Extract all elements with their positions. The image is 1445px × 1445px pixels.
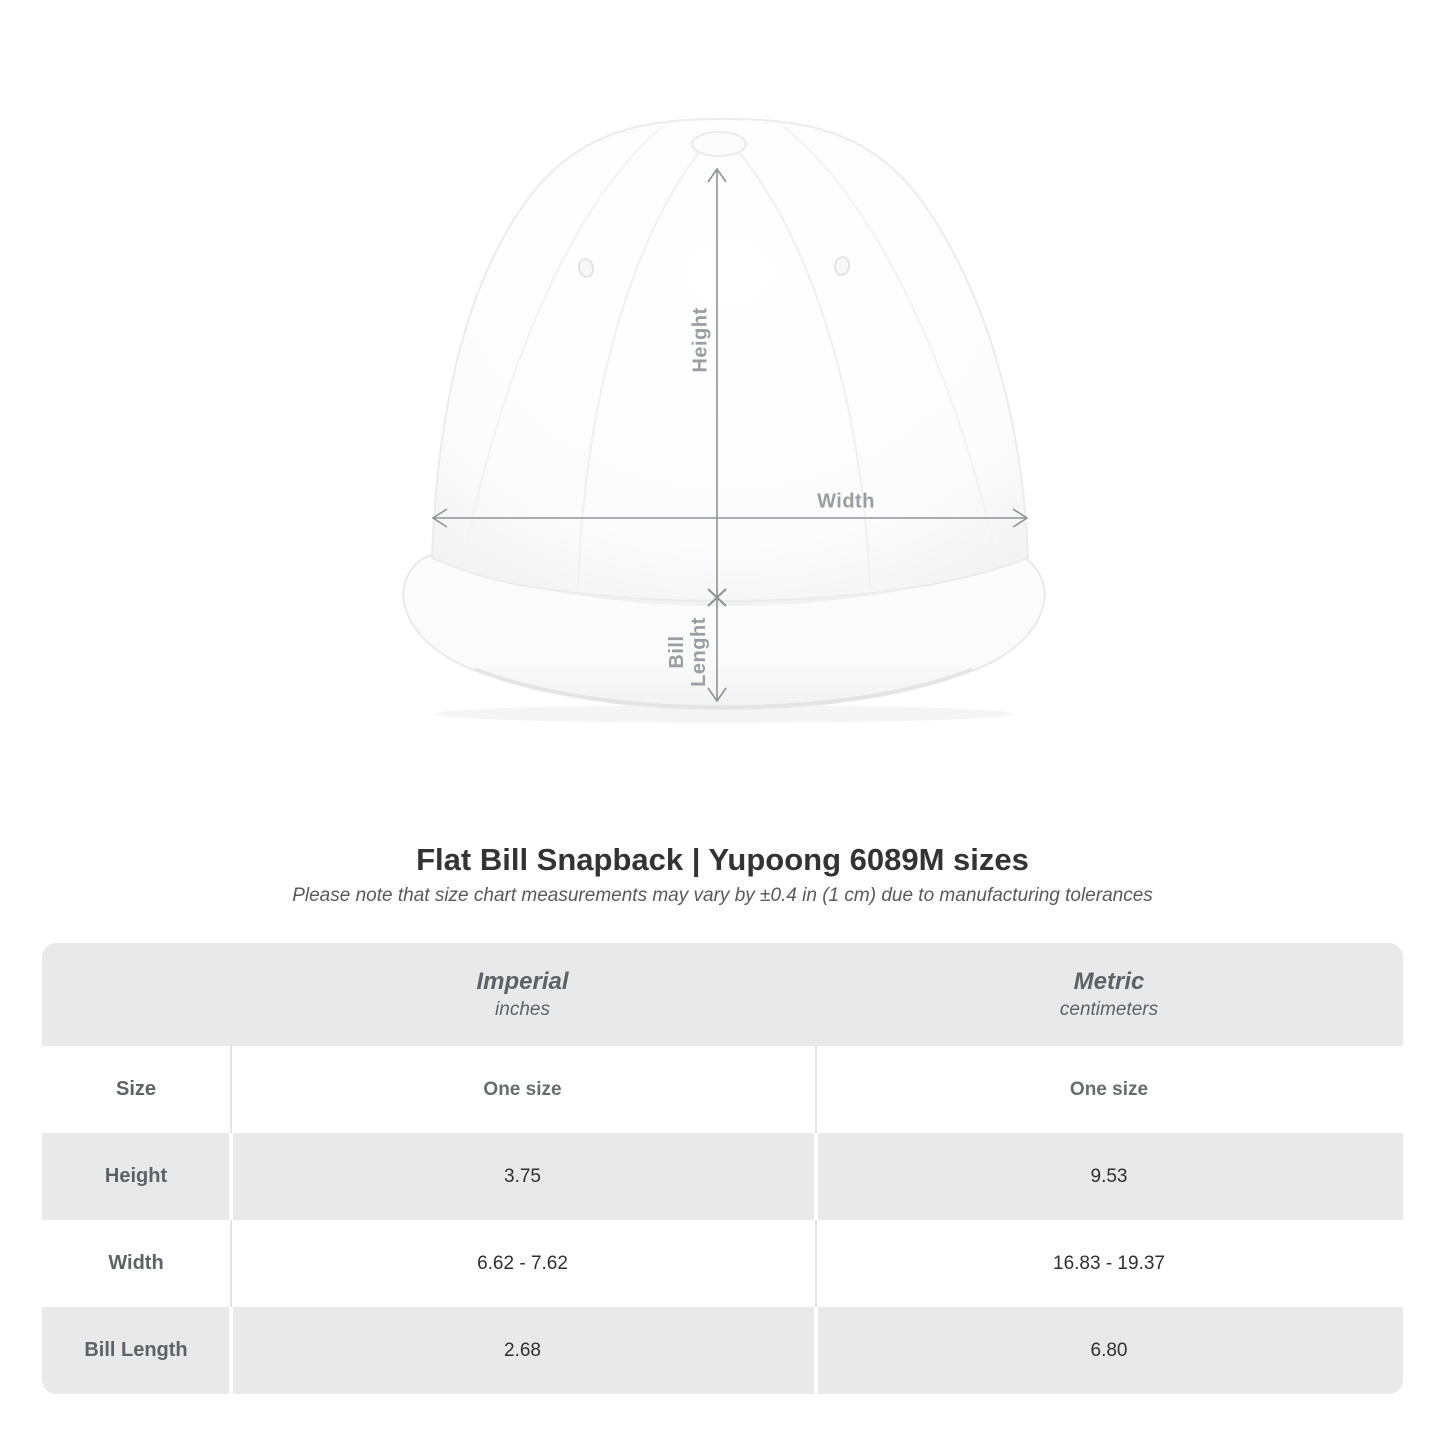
bill-length-dimension-label: [666, 617, 710, 687]
size-imperial-value: One size: [483, 1078, 562, 1100]
height-imperial-value: 3.75: [504, 1165, 541, 1187]
row-label-width: Width: [108, 1252, 164, 1274]
width-imperial-value: 6.62 - 7.62: [477, 1252, 568, 1274]
height-dimension-label: Height: [689, 307, 712, 373]
page-title: Flat Bill Snapback | Yupoong 6089M sizes: [416, 842, 1029, 877]
column-header-metric: [815, 968, 1403, 1021]
table-row-width: [42, 1220, 1403, 1307]
hat-crown: [432, 119, 1028, 601]
bill-length-imperial-value: 2.68: [504, 1339, 541, 1361]
row-label-bill-length: Bill Length: [84, 1339, 188, 1361]
bill-length-metric-value: 6.80: [1090, 1339, 1128, 1361]
size-metric-value: One size: [1069, 1078, 1149, 1100]
table-row-bill-length: [42, 1307, 1403, 1394]
row-label-size: Size: [115, 1078, 157, 1100]
height-metric-value: 9.53: [1090, 1165, 1128, 1187]
metric-unit-label: centimeters: [1059, 999, 1159, 1020]
heading-block: [0, 842, 1445, 907]
table-row-height: [42, 1133, 1403, 1220]
column-header-imperial: [230, 968, 815, 1021]
page-subtitle: Please note that size chart measurements may vary by ±0.4 in (1 cm) due to manufacturing tolerances: [292, 885, 1153, 906]
table-header-row: [42, 943, 1403, 1046]
bill-label-line2: Lenght: [688, 617, 710, 687]
row-label-height: Height: [104, 1165, 168, 1187]
bill-label-line1: Bill: [666, 635, 688, 669]
top-button: [692, 132, 746, 156]
imperial-label: Imperial: [476, 968, 569, 995]
table-row-size: [42, 1046, 1403, 1133]
width-metric-value: 16.83 - 19.37: [1053, 1252, 1165, 1274]
width-dimension-label: Width: [817, 490, 875, 513]
size-chart-table: [42, 943, 1403, 1394]
metric-label: Metric: [1073, 968, 1145, 995]
imperial-unit-label: inches: [495, 999, 550, 1020]
